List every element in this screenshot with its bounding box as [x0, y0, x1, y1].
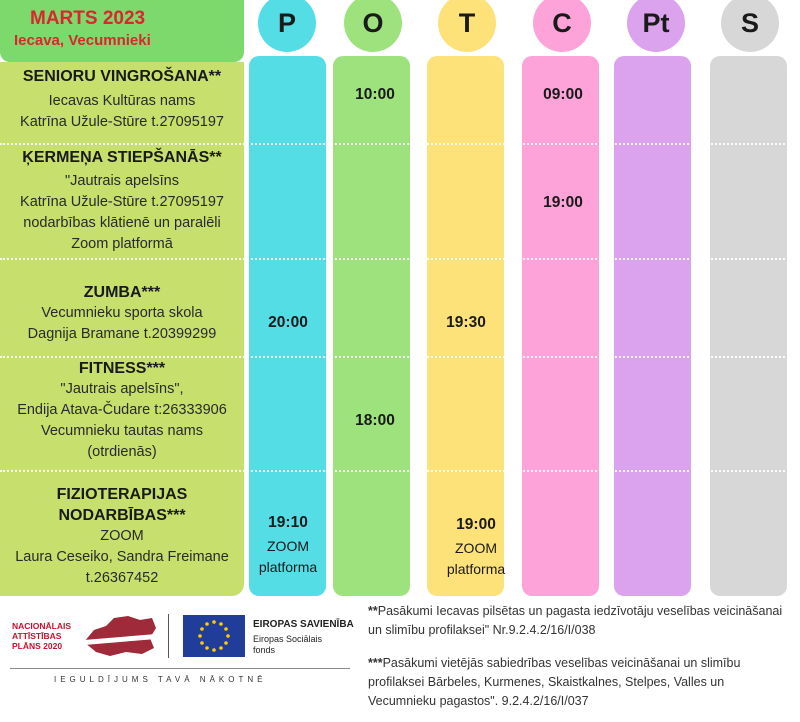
eu-title: EIROPAS SAVIENĪBA [253, 619, 354, 630]
activity-line: "Jautrais apelsīns [65, 173, 179, 189]
column-saturday [710, 56, 787, 596]
activity-line: nodarbības klātienē un paralēli [23, 215, 221, 231]
latvia-map-icon [80, 612, 160, 658]
time-physio-monday: 19:10 [268, 514, 308, 531]
day-circle-pt: Pt [627, 0, 685, 52]
activity-physiotherapy [0, 484, 244, 589]
activity-line: Laura Ceseiko, Sandra Freimane [15, 549, 229, 565]
activity-line: Katrīna Užule-Stūre t.27095197 [20, 114, 224, 130]
footnote-triple-star [368, 654, 788, 711]
activity-title: SENIORU VINGROŠANA** [22, 68, 222, 85]
activity-zumba [0, 282, 244, 345]
zoom-label: ZOOM [455, 540, 497, 556]
time-senior-thursday: 09:00 [543, 86, 583, 103]
activity-title: FIZIOTERAPIJAS [56, 486, 188, 503]
header-place: Iecava, Vecumnieki [14, 32, 151, 49]
activity-title: ZUMBA*** [83, 284, 161, 301]
activity-line: Endija Atava-Čudare t:26333906 [17, 402, 227, 418]
eu-sub-line: Eiropas Sociālais [253, 634, 323, 644]
activity-stretching [0, 147, 244, 255]
row-divider [0, 258, 800, 260]
time-zumba-wednesday: 19:30 [446, 314, 486, 331]
day-circle-s: S [721, 0, 779, 52]
activity-line: Vecumnieku tautas nams [40, 423, 203, 439]
time-zumba-monday: 20:00 [268, 314, 308, 331]
row-divider [0, 470, 800, 472]
column-tuesday [333, 56, 410, 596]
footnote-mark: *** [368, 656, 383, 670]
column-friday [614, 56, 691, 596]
day-circle-p: P [258, 0, 316, 52]
eu-subtitle [253, 634, 322, 656]
platform-label: platforma [258, 559, 318, 575]
activity-title: FITNESS*** [78, 360, 166, 377]
day-circle-o: O [344, 0, 402, 52]
slogan: IEGULDĪJUMS TAVĀ NĀKOTNĒ [54, 675, 267, 684]
row-divider [0, 143, 800, 145]
activity-line: ZOOM [100, 528, 144, 544]
activity-line: t.26367452 [85, 570, 159, 586]
footnote-mark: ** [368, 604, 378, 618]
activity-line: Vecumnieku sporta skola [41, 305, 203, 321]
nap-line: ATTĪSTĪBAS [12, 631, 62, 641]
footnote-double-star [368, 602, 788, 640]
activity-fitness [0, 358, 244, 463]
zoom-label: ZOOM [267, 538, 309, 554]
platform-label: platforma [446, 561, 506, 577]
day-circle-c: C [533, 0, 591, 52]
footnote-text: Pasākumi Iecavas pilsētas un pagasta iedzīvotāju veselības veicināšanai un slimību profilaksei" Nr.9.2.4.2/16/I/038 [368, 604, 783, 637]
header-month: MARTS 2023 [30, 8, 146, 29]
time-physio-wednesday: 19:00 [456, 516, 496, 533]
day-circle-t: T [438, 0, 496, 52]
time-senior-tuesday: 10:00 [355, 86, 395, 103]
eu-flag-icon [183, 615, 245, 657]
column-thursday [522, 56, 599, 596]
nap-line: NACIONĀLAIS [12, 621, 72, 631]
activity-senior-gym [0, 66, 244, 133]
activity-line: "Jautrais apelsīns", [60, 381, 184, 397]
eu-sub-line: fonds [253, 645, 276, 655]
footer-rule [10, 668, 350, 669]
logo-divider [168, 614, 169, 658]
activity-line: Katrīna Užule-Stūre t.27095197 [20, 194, 224, 210]
activity-line: Zoom platformā [71, 236, 173, 252]
footnote-text: Pasākumi vietējās sabiedrības veselības veicināšanai un slimību profilaksei Bārbeles, Kurmenes, Skaistkalnes, Stelpes, Valles un Vecumnieku pagastos". 9.2.4.2/16/I/037 [368, 656, 741, 708]
activity-line: (otrdienās) [87, 444, 157, 460]
activity-line: Iecavas Kultūras nams [48, 93, 196, 109]
time-fitness-tuesday: 18:00 [355, 412, 395, 429]
nap-line: PLĀNS 2020 [12, 641, 63, 651]
time-stretch-thursday: 19:00 [543, 194, 583, 211]
activity-title-2: NODARBĪBAS*** [58, 507, 186, 524]
activity-line: Dagnija Bramane t.20399299 [27, 326, 217, 342]
activity-title: ĶERMEŅA STIEPŠANĀS** [22, 149, 222, 166]
